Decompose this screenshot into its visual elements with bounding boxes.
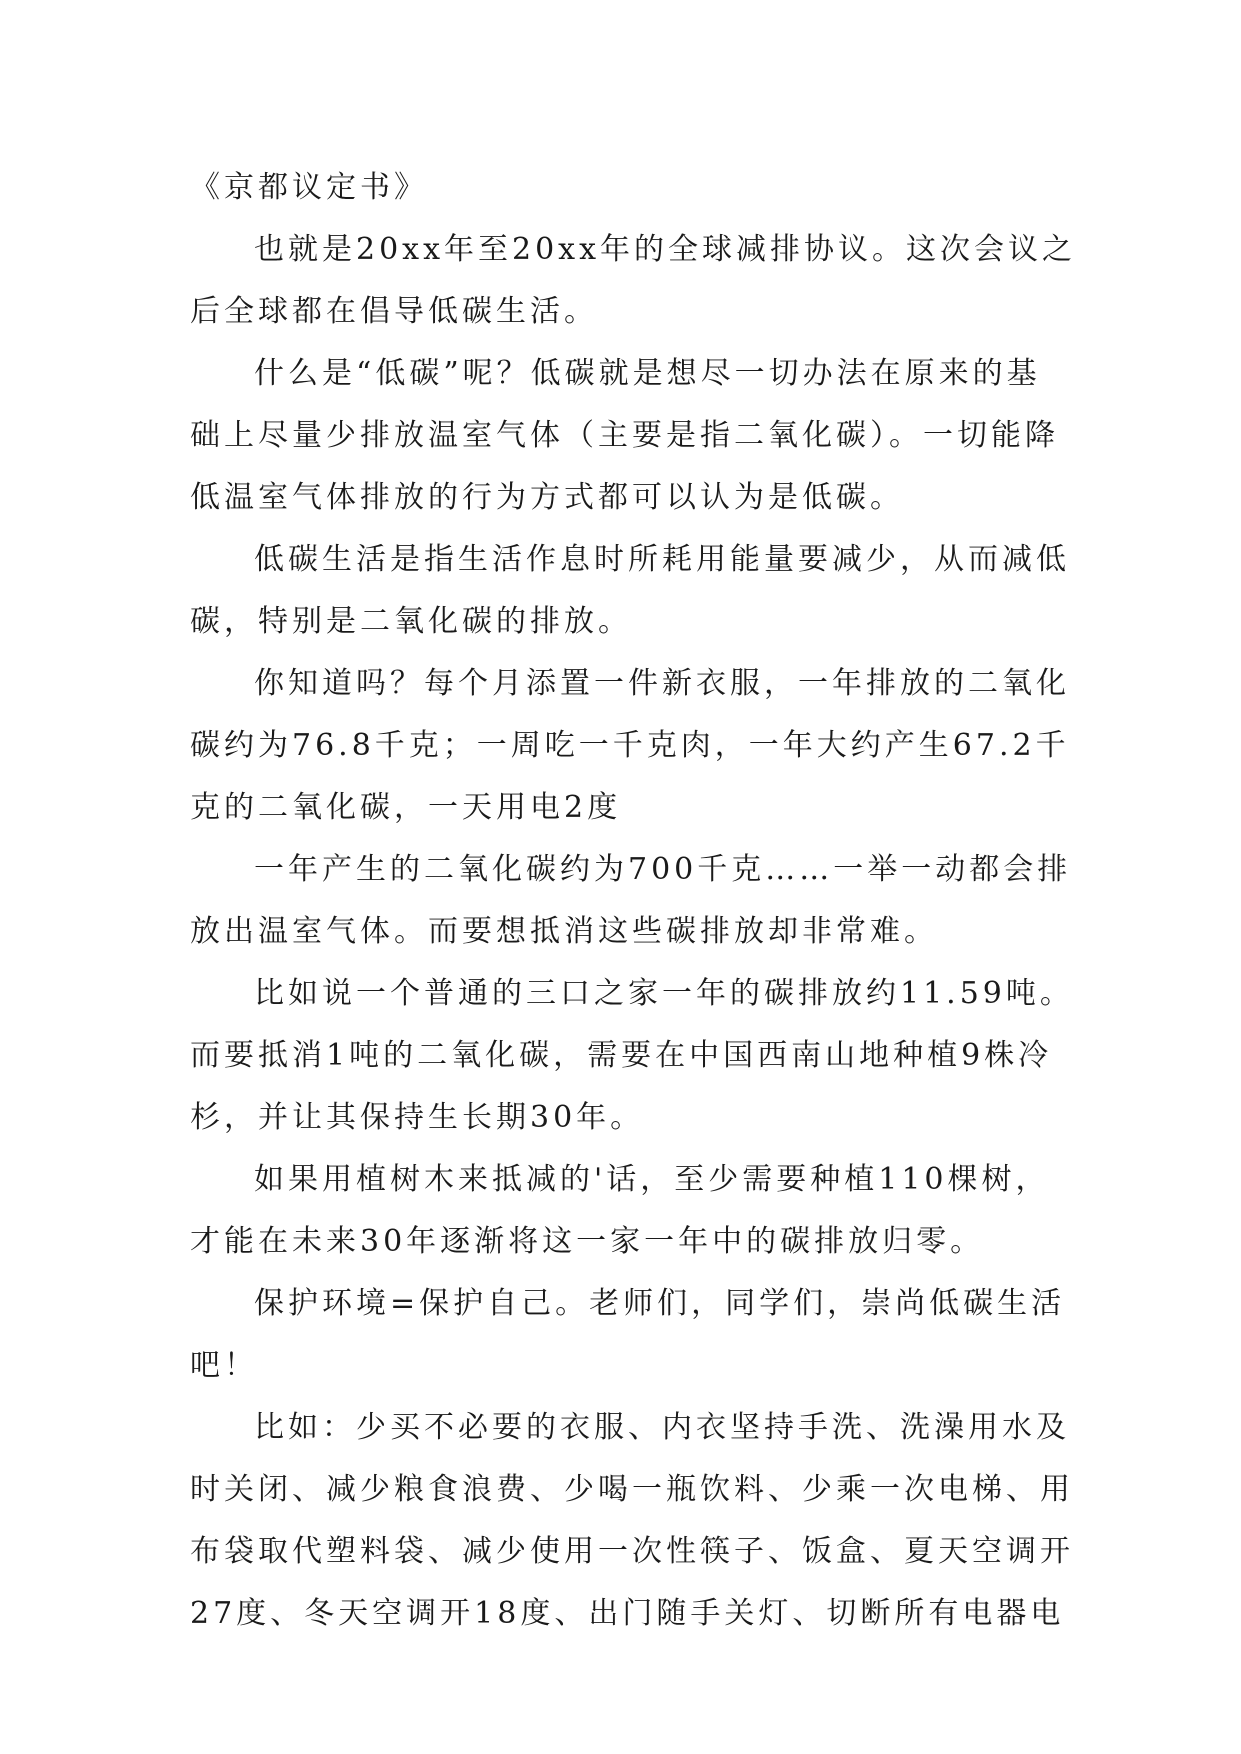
text-line: 才能在未来30年逐渐将这一家一年中的碳排放归零。 — [190, 1224, 985, 1259]
text-line: 杉，并让其保持生长期30年。 — [190, 1100, 645, 1135]
text-line: 保护环境=保护自己。老师们，同学们，崇尚低碳生活 — [254, 1286, 1066, 1321]
text-line: 吧！ — [190, 1348, 258, 1383]
text-line: 低温室气体排放的行为方式都可以认为是低碳。 — [190, 480, 904, 515]
document-body — [190, 157, 1077, 1645]
text-line: 也就是20xx年至20xx年的全球减排协议。这次会议之 — [254, 232, 1077, 267]
text-line: 时关闭、减少粮食浪费、少喝一瓶饮料、少乘一次电梯、用 — [190, 1472, 1074, 1507]
text-line: 碳，特别是二氧化碳的排放。 — [190, 604, 632, 639]
text-line: 你知道吗？每个月添置一件新衣服，一年排放的二氧化 — [254, 666, 1070, 701]
text-line: 克的二氧化碳，一天用电2度 — [190, 790, 622, 825]
text-line: 27度、冬天空调开18度、出门随手关灯、切断所有电器电 — [190, 1596, 1065, 1631]
text-line: 础上尽量少排放温室气体（主要是指二氧化碳）。一切能降 — [190, 418, 1059, 453]
text-line: 什么是“低碳”呢？低碳就是想尽一切办法在原来的基 — [254, 356, 1041, 391]
text-line: 比如：少买不必要的衣服、内衣坚持手洗、洗澡用水及 — [254, 1410, 1070, 1445]
text-line: 如果用植树木来抵减的'话，至少需要种植110棵树， — [254, 1162, 1050, 1197]
text-line: 后全球都在倡导低碳生活。 — [190, 294, 598, 329]
text-line: 碳约为76.8千克；一周吃一千克肉，一年大约产生67.2千 — [190, 728, 1070, 763]
text-line: 低碳生活是指生活作息时所耗用能量要减少，从而减低 — [254, 542, 1070, 577]
text-line: 而要抵消1吨的二氧化碳，需要在中国西南山地种植9株冷 — [190, 1038, 1053, 1073]
text-line: 一年产生的二氧化碳约为700千克……一举一动都会排 — [254, 852, 1072, 887]
text-line: 布袋取代塑料袋、减少使用一次性筷子、饭盒、夏天空调开 — [190, 1534, 1074, 1569]
text-line: 放出温室气体。而要想抵消这些碳排放却非常难。 — [190, 914, 938, 949]
text-line: 比如说一个普通的三口之家一年的碳排放约11.59吨。 — [254, 976, 1074, 1011]
text-line: 《京都议定书》 — [190, 170, 428, 205]
